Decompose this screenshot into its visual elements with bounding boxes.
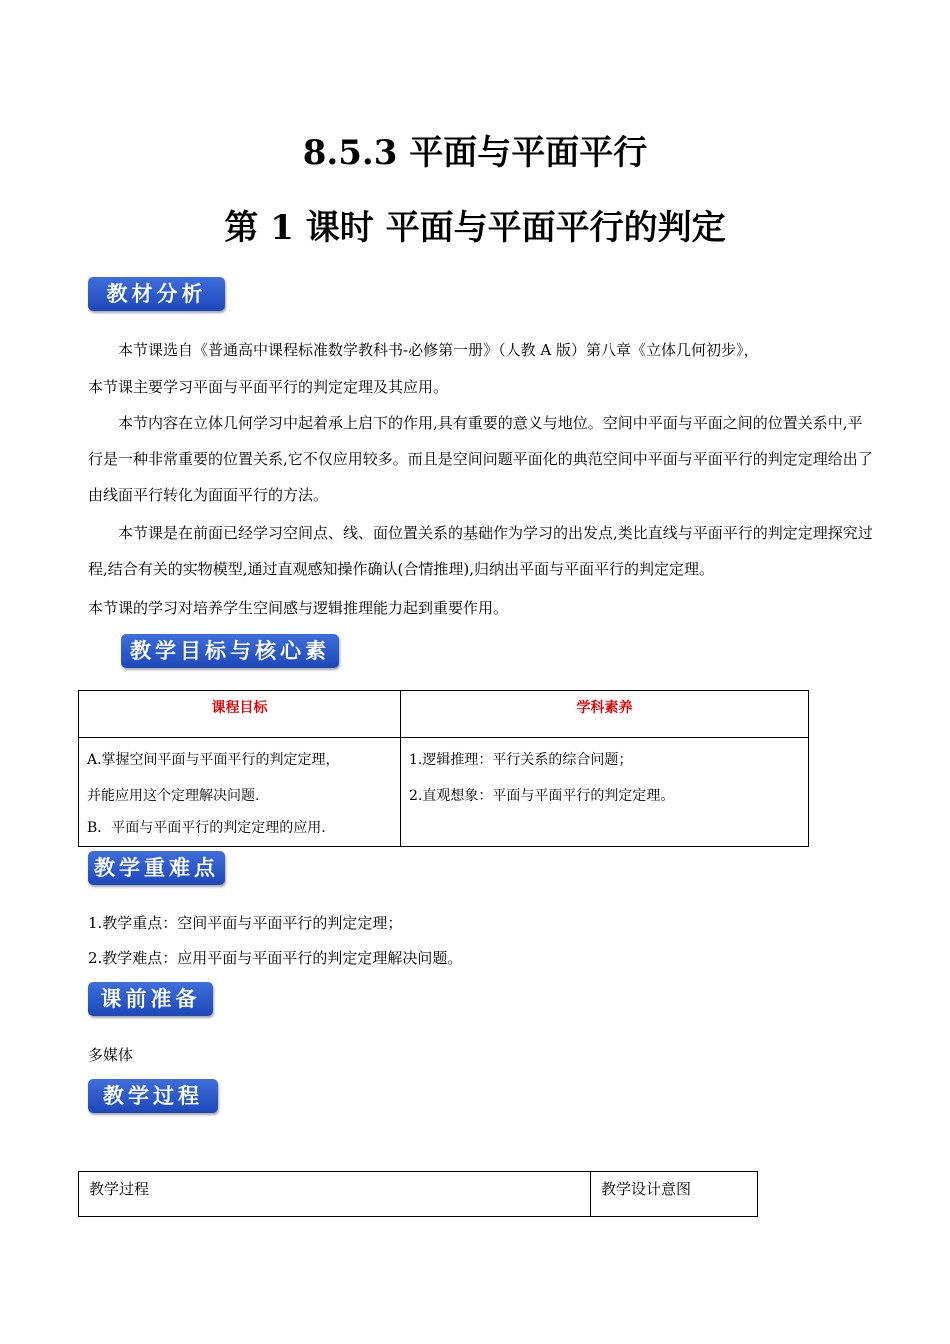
section-badge-key-points: 教学重难点 bbox=[88, 851, 225, 885]
analysis-paragraph-1b: 本节课主要学习平面与平面平行的判定定理及其应用。 bbox=[88, 378, 449, 396]
page-title: 8.5.3 平面与平面平行 bbox=[302, 133, 648, 173]
analysis-paragraph-1: 本节课选自《普通高中课程标准数学教科书-必修第一册》（人教 A 版）第八章《立体几何初步》， bbox=[118, 341, 759, 359]
process-table bbox=[78, 1171, 758, 1217]
preparation-text: 多媒体 bbox=[88, 1046, 134, 1064]
page-subtitle: 第 1 课时 平面与平面平行的判定 bbox=[224, 208, 726, 248]
analysis-paragraph-4: 本节课的学习对培养学生空间感与逻辑推理能力起到重要作用。 bbox=[88, 599, 509, 617]
process-header-intent: 教学设计意图 bbox=[591, 1172, 758, 1217]
process-header-process: 教学过程 bbox=[79, 1172, 591, 1217]
section-badge-preparation: 课前准备 bbox=[88, 982, 213, 1016]
section-badge-analysis: 教材分析 bbox=[88, 277, 225, 311]
key-point-difficulty: 2.教学难点：应用平面与平面平行的判定定理解决问题。 bbox=[88, 949, 463, 967]
section-badge-goals: 教学目标与核心素养 bbox=[121, 634, 339, 668]
key-point-focus: 1.教学重点：空间平面与平面平行的判定定理； bbox=[88, 914, 403, 932]
goals-header-course: 课程目标 bbox=[79, 691, 401, 738]
analysis-paragraph-2: 本节内容在立体几何学习中起着承上启下的作用,具有重要的意义与地位。空间中平面与平面之间的位置关系中,平行是一种非常重要的位置关系,它不仅应用较多。而且是空间问题平面化的典范空间中平面与平面平行的判定定理给出了由线面平行转化为面面平行的方法。 bbox=[88, 414, 873, 504]
goals-literacy-cell: 1.逻辑推理：平行关系的综合问题； 2.直观想象：平面与平面平行的判定定理。 bbox=[401, 738, 809, 847]
goals-table bbox=[78, 690, 809, 847]
section-badge-process: 教学过程 bbox=[88, 1079, 218, 1113]
goals-course-cell: A.掌握空间平面与平面平行的判定定理， 并能应用这个定理解决问题. B．平面与平面平行的判定定理的应用. bbox=[79, 738, 401, 847]
analysis-paragraph-3: 本节课是在前面已经学习空间点、线、面位置关系的基础作为学习的出发点,类比直线与平面平行的判定定理探究过程,结合有关的实物模型,通过直观感知操作确认(合情推理),归纳出平面与平面平行的判定定理。 bbox=[88, 524, 873, 578]
goals-header-literacy: 学科素养 bbox=[401, 691, 809, 738]
